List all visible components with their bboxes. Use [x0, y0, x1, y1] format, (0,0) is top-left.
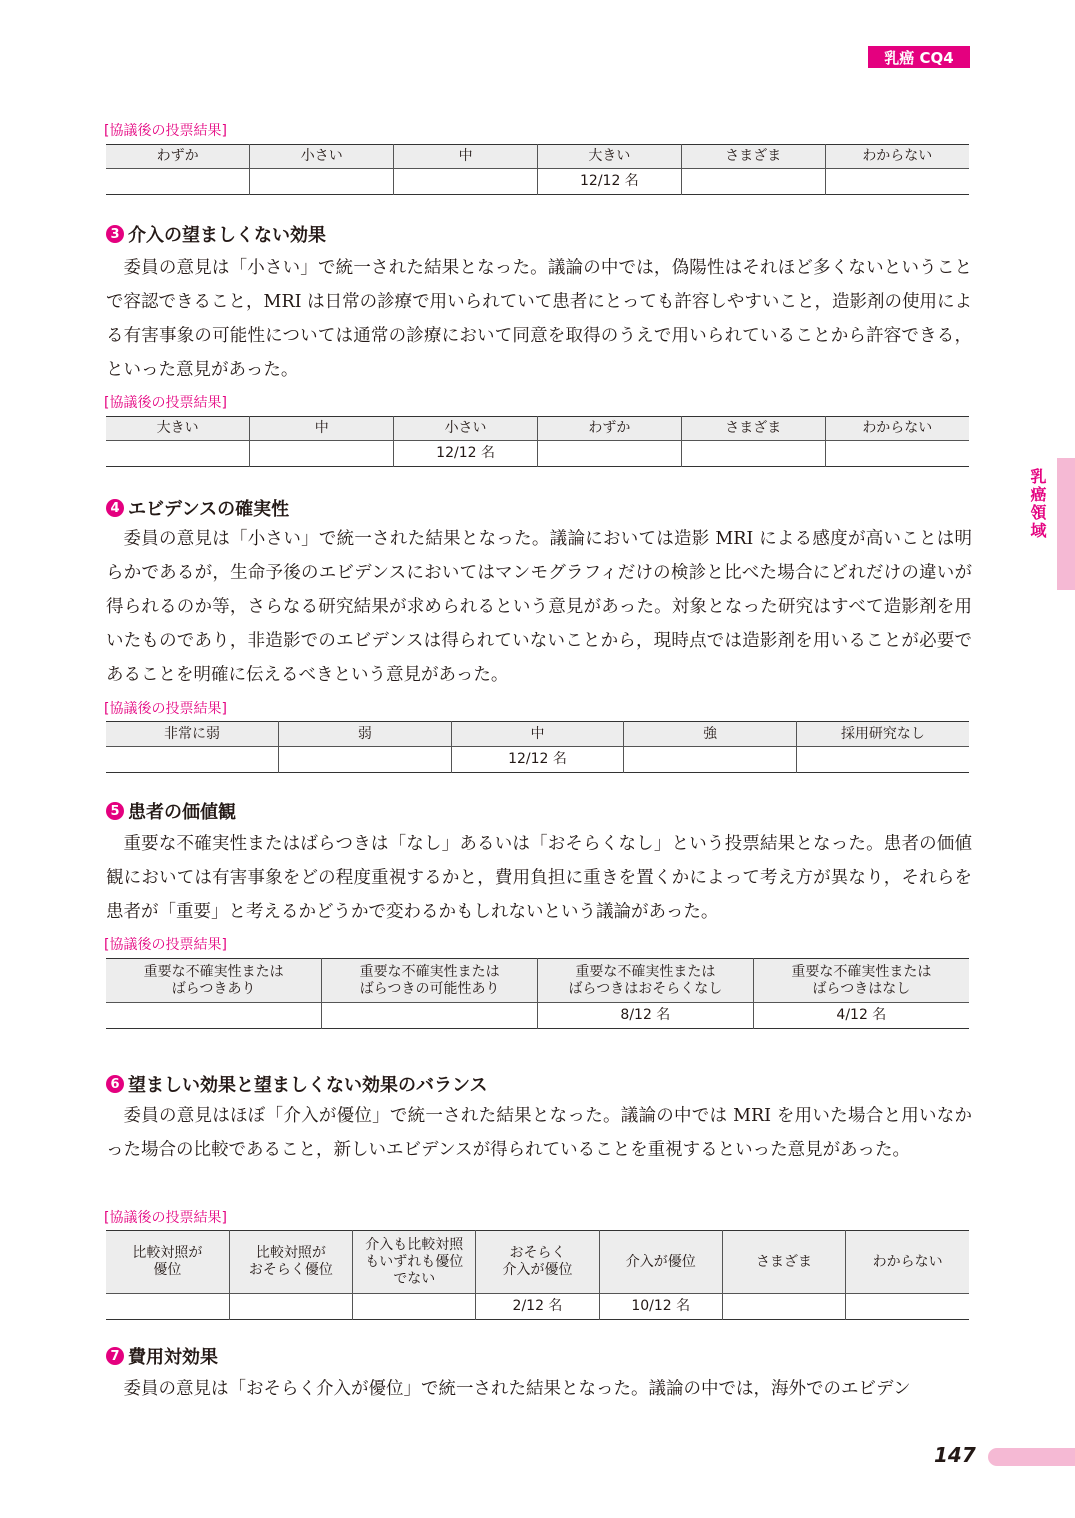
section-number-5: 5: [106, 802, 124, 820]
table-header-cell: 中: [394, 145, 538, 169]
section-title-7: 費用対効果: [128, 1347, 218, 1368]
table-cell: 2/12 名: [476, 1294, 599, 1320]
vote-table-4: [106, 958, 969, 1029]
table-cell: [106, 747, 279, 773]
section-text-4: 委員の意見は「小さい」で統一された結果となった。議論においては造影 MRI による感度が高いことは明らかであるが，生命予後のエビデンスにおいてはマンモグラフィだけの検診と比べた場合にどれだけの違いが得られるのか等，さらなる研究結果が求められるという意見があった。対象となった研究はすべて造影剤を用いたものであり，非造影でのエビデンスは得られていないことから，現時点では造影剤を用いることが必要であることを明確に伝えるべきという意見があった。: [106, 529, 972, 685]
table-cell: [825, 441, 969, 467]
table-header-cell: さまざま: [681, 417, 825, 441]
side-tab: [1057, 458, 1075, 590]
section-title-3: 介入の望ましくない効果: [128, 225, 326, 246]
table-header-cell: 比較対照が おそらく優位: [229, 1231, 352, 1294]
section-number-3: 3: [106, 225, 124, 243]
table-header-cell: 重要な不確実性または ばらつきの可能性あり: [322, 959, 538, 1003]
table-header-cell: 採用研究なし: [796, 722, 969, 747]
vote-table-3: [106, 721, 969, 773]
table-header-cell: 介入も比較対照 もいずれも優位 でない: [353, 1231, 476, 1294]
table-header-cell: 中: [250, 417, 394, 441]
section-heading-7: [106, 1343, 218, 1369]
section-heading-4: [106, 495, 289, 521]
table-header-cell: 弱: [279, 722, 452, 747]
table-header-cell: さまざま: [722, 1231, 845, 1294]
section-number-4: 4: [106, 499, 124, 517]
table-cell: 12/12 名: [451, 747, 624, 773]
table-header-cell: 小さい: [250, 145, 394, 169]
vote-table-2: [106, 416, 969, 467]
table-header-cell: 重要な不確実性または ばらつきはおそらくなし: [538, 959, 754, 1003]
section-heading-5: [106, 798, 236, 824]
table-cell: 12/12 名: [537, 169, 681, 195]
table-cell: 8/12 名: [538, 1003, 754, 1029]
table-header-cell: おそらく 介入が優位: [476, 1231, 599, 1294]
table-header-cell: 大きい: [106, 417, 250, 441]
table-header-cell: 介入が優位: [599, 1231, 722, 1294]
table-cell: [106, 1003, 322, 1029]
table-cell: [537, 441, 681, 467]
table-cell: [106, 1294, 229, 1320]
section-title-6: 望ましい効果と望ましくない効果のバランス: [128, 1075, 488, 1096]
table-cell: [279, 747, 452, 773]
table-cell: [825, 169, 969, 195]
side-label: 乳癌領域: [1028, 468, 1047, 540]
vote-label: [協議後の投票結果]: [104, 395, 227, 411]
table-header-cell: さまざま: [681, 145, 825, 169]
table-header-cell: 小さい: [394, 417, 538, 441]
vote-label: [協議後の投票結果]: [104, 937, 227, 953]
section-text-6: 委員の意見はほぼ「介入が優位」で統一された結果となった。議論の中では MRI を用いた場合と用いなかった場合の比較であること，新しいエビデンスが得られていることを重視するといった意見があった。: [106, 1106, 972, 1160]
table-cell: [250, 169, 394, 195]
table-header-cell: わからない: [825, 417, 969, 441]
section-heading-6: [106, 1071, 487, 1097]
table-header-cell: 大きい: [537, 145, 681, 169]
table-header-cell: 非常に弱: [106, 722, 279, 747]
page-bar: [988, 1448, 1075, 1466]
vote-label: [協議後の投票結果]: [104, 1210, 227, 1226]
table-cell: 12/12 名: [394, 441, 538, 467]
table-cell: [796, 747, 969, 773]
vote-table-5: [106, 1230, 969, 1320]
section-title-4: エビデンスの確実性: [128, 499, 290, 520]
section-text-3: 委員の意見は「小さい」で統一された結果となった。議論の中では，偽陽性はそれほど多くないということで容認できること，MRI は日常の診療で用いられていて患者にとっても許容しやすいこと，造影剤の使用による有害事象の可能性については通常の診療において同意を取得のうえで用いられていることから許容できる，といった意見があった。: [106, 258, 972, 380]
vote-table-1: [106, 144, 969, 195]
table-cell: [681, 169, 825, 195]
section-number-7: 7: [106, 1347, 124, 1365]
section-heading-3: [106, 221, 326, 247]
table-cell: [106, 441, 250, 467]
table-cell: [722, 1294, 845, 1320]
table-cell: [846, 1294, 969, 1320]
table-cell: [624, 747, 797, 773]
table-header-cell: 中: [451, 722, 624, 747]
section-title-5: 患者の価値観: [128, 802, 236, 823]
table-header-cell: わずか: [106, 145, 250, 169]
table-header-cell: わからない: [825, 145, 969, 169]
section-text-5: 重要な不確実性またはばらつきは「なし」あるいは「おそらくなし」という投票結果となった。患者の価値観においては有害事象をどの程度重視するかと，費用負担に重きを置くかによって考え方が異なり，それらを患者が「重要」と考えるかどうかで変わるかもしれないという議論があった。: [106, 834, 972, 922]
table-header-cell: わずか: [537, 417, 681, 441]
table-cell: 10/12 名: [599, 1294, 722, 1320]
table-header-cell: 強: [624, 722, 797, 747]
vote-label: [協議後の投票結果]: [104, 701, 227, 717]
table-cell: [394, 169, 538, 195]
table-header-cell: 比較対照が 優位: [106, 1231, 229, 1294]
chapter-tag: 乳癌 CQ4: [868, 46, 970, 68]
section-number-6: 6: [106, 1075, 124, 1093]
table-header-cell: 重要な不確実性または ばらつきはなし: [753, 959, 969, 1003]
table-cell: [250, 441, 394, 467]
section-text-7: 委員の意見は「おそらく介入が優位」で統一された結果となった。議論の中では，海外でのエビデン: [123, 1379, 911, 1399]
table-header-cell: わからない: [846, 1231, 969, 1294]
table-header-cell: 重要な不確実性または ばらつきあり: [106, 959, 322, 1003]
table-cell: [681, 441, 825, 467]
page-number: 147: [934, 1443, 976, 1467]
table-cell: [322, 1003, 538, 1029]
vote-label: [協議後の投票結果]: [104, 123, 227, 139]
table-cell: [106, 169, 250, 195]
table-cell: 4/12 名: [753, 1003, 969, 1029]
table-cell: [353, 1294, 476, 1320]
table-cell: [229, 1294, 352, 1320]
